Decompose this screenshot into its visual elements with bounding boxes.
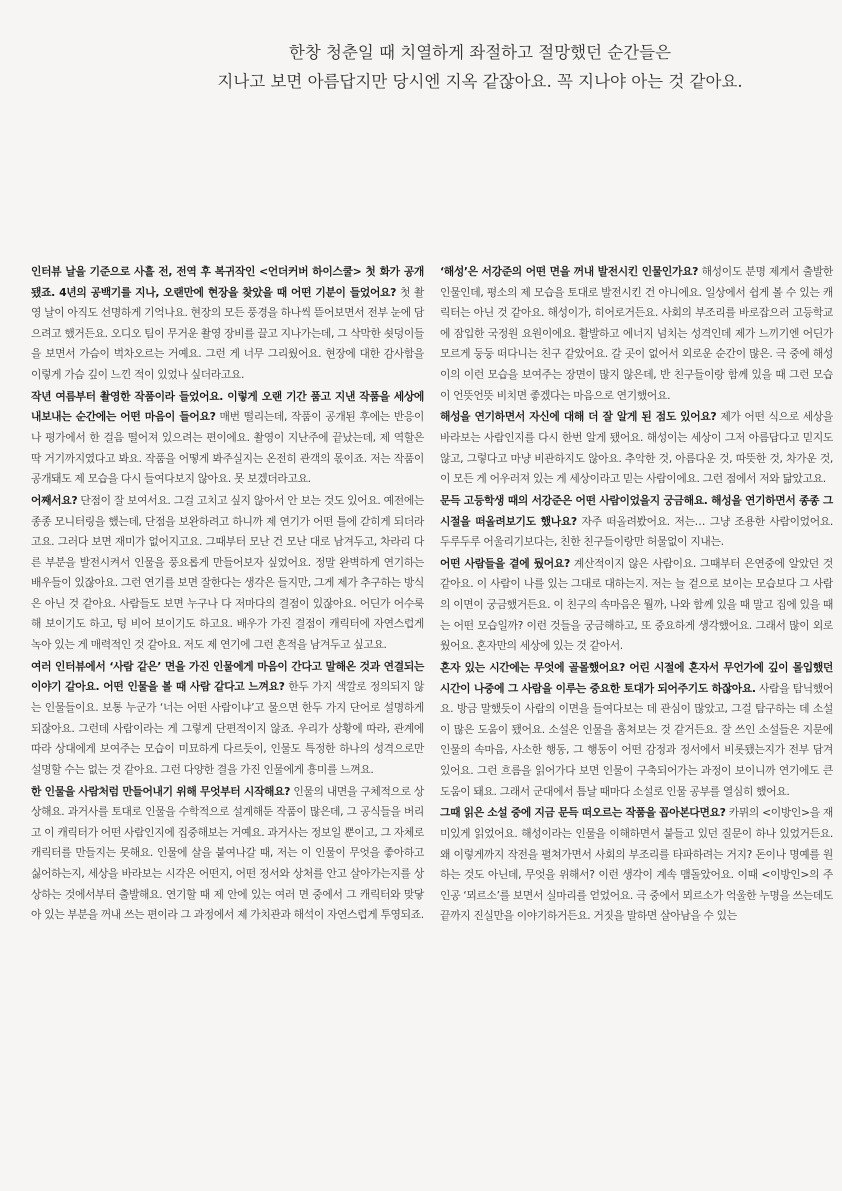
interview-question: 혼자 있는 시간에는 무엇에 골몰했어요? 어린 시절에 혼자서 무언가에 깊이 몰입했던 시간이 나중에 그 사람을 이루는 중요한 토대가 되어주기도 하잖아요. — [440, 661, 833, 695]
qa-paragraph — [440, 491, 833, 553]
interview-question: 어떤 사람들을 곁에 뒀어요? — [440, 556, 570, 570]
right-column — [440, 262, 833, 928]
qa-paragraph — [440, 262, 833, 406]
interview-answer: 자주 떠올려봤어요. 저는… 그냥 조용한 사람이었어요. 두루두루 어울리기보다는, 친한 친구들이랑만 허물없이 지내는. — [440, 514, 834, 549]
qa-paragraph — [440, 554, 833, 657]
interview-question: 인터뷰 날을 기준으로 사흘 전, 전역 후 복귀작인 <언더커버 하이스쿨> 첫 화가 공개됐죠. 4년의 공백기를 지나, 오랜만에 현장을 찾았을 때 어떤 기분이 들었어요? — [31, 265, 424, 299]
qa-paragraph — [31, 782, 424, 926]
qa-paragraph — [31, 491, 424, 656]
interview-answer: 사람을 탐닉했어요. 방금 말했듯이 사람의 이면을 들여다보는 데 관심이 많았고, 그걸 탐구하는 데 소설이 많은 도움이 됐어요. 소설은 인물을 훔쳐보는 것 같거든요. 잘 쓰인 소설들은 지문에 인물의 속마음, 사소한 행동, 그 행동이 어떤 감정과 정서에서 비롯됐는지가 전부 담겨 있어요. 그런 흐름을 읽어가다 보면 인물이 구축되어가는 과정이 보이니까 연기에도 큰 도움이 돼요. 그래서 군대에서 틈날 때마다 소설로 인물 공부를 열심히 했어요. — [440, 681, 833, 798]
qa-paragraph — [440, 803, 833, 927]
interview-question: 작년 여름부터 촬영한 작품이라 들었어요. 이렇게 오랜 기간 품고 지낸 작품을 세상에 내보내는 순간에는 어떤 마음이 들어요? — [31, 389, 424, 424]
interview-answer: 카뮈의 <이방인>을 재미있게 읽었어요. 해성이라는 인물을 이해하면서 붙들고 있던 질문이 하나 있었거든요. 왜 이렇게까지 작전을 펼쳐가면서 사회의 부조리를 타파하려는 거지? 돈이나 명예를 원하는 것도 아닌데, 무엇을 위해서? 이런 생각이 계속 맴돌았어요. 이때 <이방인>의 주인공 ‘뫼르소’를 보면서 실마리를 얻었어요. 극 중에서 뫼르소가 억울한 누명을 쓰는데도 끝까지 진실만을 이야기하거든요. 거짓을 말하면 살아남을 수 있는 — [440, 806, 833, 923]
qa-paragraph — [31, 657, 424, 781]
interview-answer: 매번 떨리는데, 작품이 공개된 후에는 반응이나 평가에서 한 걸음 떨어져 있으려는 편이에요. 촬영이 지난주에 끝났는데, 제 역할은 딱 거기까지였다고 봐요. 작품을 어떻게 봐주실지는 온전히 관객의 몫이죠. 저는 작품이 공개돼도 제 모습을 다시 들여다보지 않아요. 못 보겠더라고요. — [31, 410, 424, 486]
interview-question: ‘해성’은 서강준의 어떤 면을 꺼내 발전시킨 인물인가요? — [440, 265, 699, 278]
interview-answer: 첫 촬영 날이 아직도 선명하게 기억나요. 현장의 모든 풍경을 하나씩 뜯어보면서 전부 눈에 담으려고 했거든요. 오디오 팀이 무거운 촬영 장비를 끌고 지나가는데, 그 삭막한 쇳덩이들을 보면서 가슴이 벅차오르는 거예요. 그런 게 너무 그리웠어요. 현장에 대한 감사함을 이렇게 가슴 깊이 느낀 적이 있었나 싶더라고요. — [31, 285, 424, 381]
qa-paragraph — [440, 407, 833, 489]
qa-paragraph — [31, 387, 424, 490]
interview-answer: 인물의 내면을 구체적으로 상상해요. 과거사를 토대로 인물을 수학적으로 설계해둔 작품이 많은데, 그 공식들을 버리고 이 캐릭터가 어떤 사람인지에 집중해보는 거예요. 과거사는 정보일 뿐이고, 그 자체로 캐릭터를 만들지는 못해요. 인물에 살을 붙여나갈 때, 저는 이 인물이 무엇을 좋아하고 싫어하는지, 세상을 바라보는 시각은 어떤지, 어떤 정서와 상처를 안고 살아가는지를 상상하는 것에서부터 출발해요. 연기할 때 제 안에 있는 여러 면 중에서 그 캐릭터와 맞닿아 있는 부분을 꺼내 쓰는 편이라 그 과정에서 제 가치관과 해석이 자연스럽게 투영되죠. — [31, 784, 424, 922]
interview-question: 해성을 연기하면서 자신에 대해 더 잘 알게 된 점도 있어요? — [440, 410, 717, 424]
qa-paragraph — [440, 658, 833, 802]
qa-paragraph — [31, 262, 424, 386]
interview-answer: 해성이도 분명 제게서 출발한 인물인데, 평소의 제 모습을 토대로 발전시킨 건 아니에요. 일상에서 쉽게 볼 수 있는 캐릭터는 아닌 것 같아요. 해성이가, 히어로거든요. 사회의 부조리를 바로잡으러 고등학교에 잠입한 국정원 요원이에요. 활발하고 에너지 넘치는 성격인데 제가 느끼기엔 어딘가 모르게 둥둥 떠다니는 친구 같았어요. 갈 곳이 없어서 외로운 순간이 많은. 극 중에 해성이의 이런 모습을 보여주는 장면이 많지 않은데, 반 친구들이랑 함께 있을 때 그런 모습이 언뜻언뜻 비치면 좋겠다는 마음으로 연기했어요. — [440, 265, 834, 402]
interview-answer: 단점이 잘 보여서요. 그걸 고치고 싶지 않아서 안 보는 것도 있어요. 예전에는 종종 모니터링을 했는데, 단점을 보완하려고 하니까 제 연기가 어떤 틀에 갇히게 되더라고요. 그러다 보면 재미가 없어지고요. 그때부터 모난 건 모난 대로 남겨두고, 차라리 다른 부분을 발전시켜서 인물을 풍요롭게 만들어보자 싶었어요. 정말 완벽하게 연기하는 배우들이 있잖아요. 그런 연기를 보면 잘한다는 생각은 들지만, 그게 제가 추구하는 방식은 아닌 것 같아요. 사람들도 보면 누구나 다 저마다의 결점이 있잖아요. 어딘가 어수룩해 보이기도 하고, 텅 비어 보이기도 하고요. 배우가 가진 결점이 캐릭터에 자연스럽게 녹아 있는 게 매력적인 것 같아요. 저도 제 연기에 그런 흔적을 남겨두고 싶고요. — [31, 493, 424, 652]
pull-quote — [120, 38, 840, 96]
interview-question: 그때 읽은 소설 중에 지금 문득 떠오르는 작품을 꼽아본다면요? — [440, 806, 726, 820]
interview-answer: 계산적이지 않은 사람이요. 그때부터 은연중에 알았던 것 같아요. 이 사람이 나를 있는 그대로 대하는지. 저는 늘 겉으로 보이는 모습보다 그 사람의 이면이 궁금했거든요. 이 친구의 속마음은 뭘까, 나와 함께 있을 때 말고 집에 있을 때는 어떤 모습일까? 이런 것들을 궁금해하고, 또 중요하게 생각했어요. 그래서 많이 외로웠어요. 혼자만의 세상에 있는 것 같아서. — [440, 556, 833, 653]
interview-question: 한 인물을 사람처럼 만들어내기 위해 무엇부터 시작해요? — [31, 784, 291, 798]
interview-answer: 한두 가지 색깔로 정의되지 않는 인물들이요. 보통 누군가 ‘너는 어떤 사람이냐’고 물으면 한두 가지 단어로 설명하게 되잖아요. 그런데 사람이라는 게 그렇게 단편적이지 않죠. 우리가 상황에 따라, 관계에 따라 상대에게 보여주는 모습이 미묘하게 다르듯이, 인물도 특정한 하나의 성격으로만 설명할 수는 없는 것 같아요. 그런 다양한 결을 가진 인물에게 흥미를 느껴요. — [31, 680, 424, 776]
interview-question: 여러 인터뷰에서 ‘사람 같은’ 면을 가진 인물에게 마음이 간다고 말해온 것과 연결되는 이야기 같아요. 어떤 인물을 볼 때 사람 같다고 느껴요? — [31, 659, 424, 694]
interview-question: 어째서요? — [31, 493, 78, 507]
pull-quote-line-2: 지나고 보면 아름답지만 당시엔 지옥 같잖아요. 꼭 지나야 아는 것 같아요. — [217, 72, 743, 91]
interview-answer: 제가 어떤 식으로 세상을 바라보는 사람인지를 다시 한번 알게 됐어요. 해성이는 세상이 그저 아름답다고 믿지도 않고, 그렇다고 마냥 비관하지도 않아요. 추악한 것, 아름다운 것, 따뜻한 것, 차가운 것, 이 모든 게 어우러져 있는 게 세상이라고 믿는 사람이에요. 그런 점에서 저와 닮았고요. — [440, 410, 833, 486]
left-column — [31, 262, 424, 927]
pull-quote-line-1: 한창 청춘일 때 치열하게 좌절하고 절망했던 순간들은 — [288, 43, 672, 62]
interview-question: 문득 고등학생 때의 서강준은 어떤 사람이었을지 궁금해요. 해성을 연기하면서 종종 그 시절을 떠올려보기도 했나요? — [440, 493, 833, 528]
